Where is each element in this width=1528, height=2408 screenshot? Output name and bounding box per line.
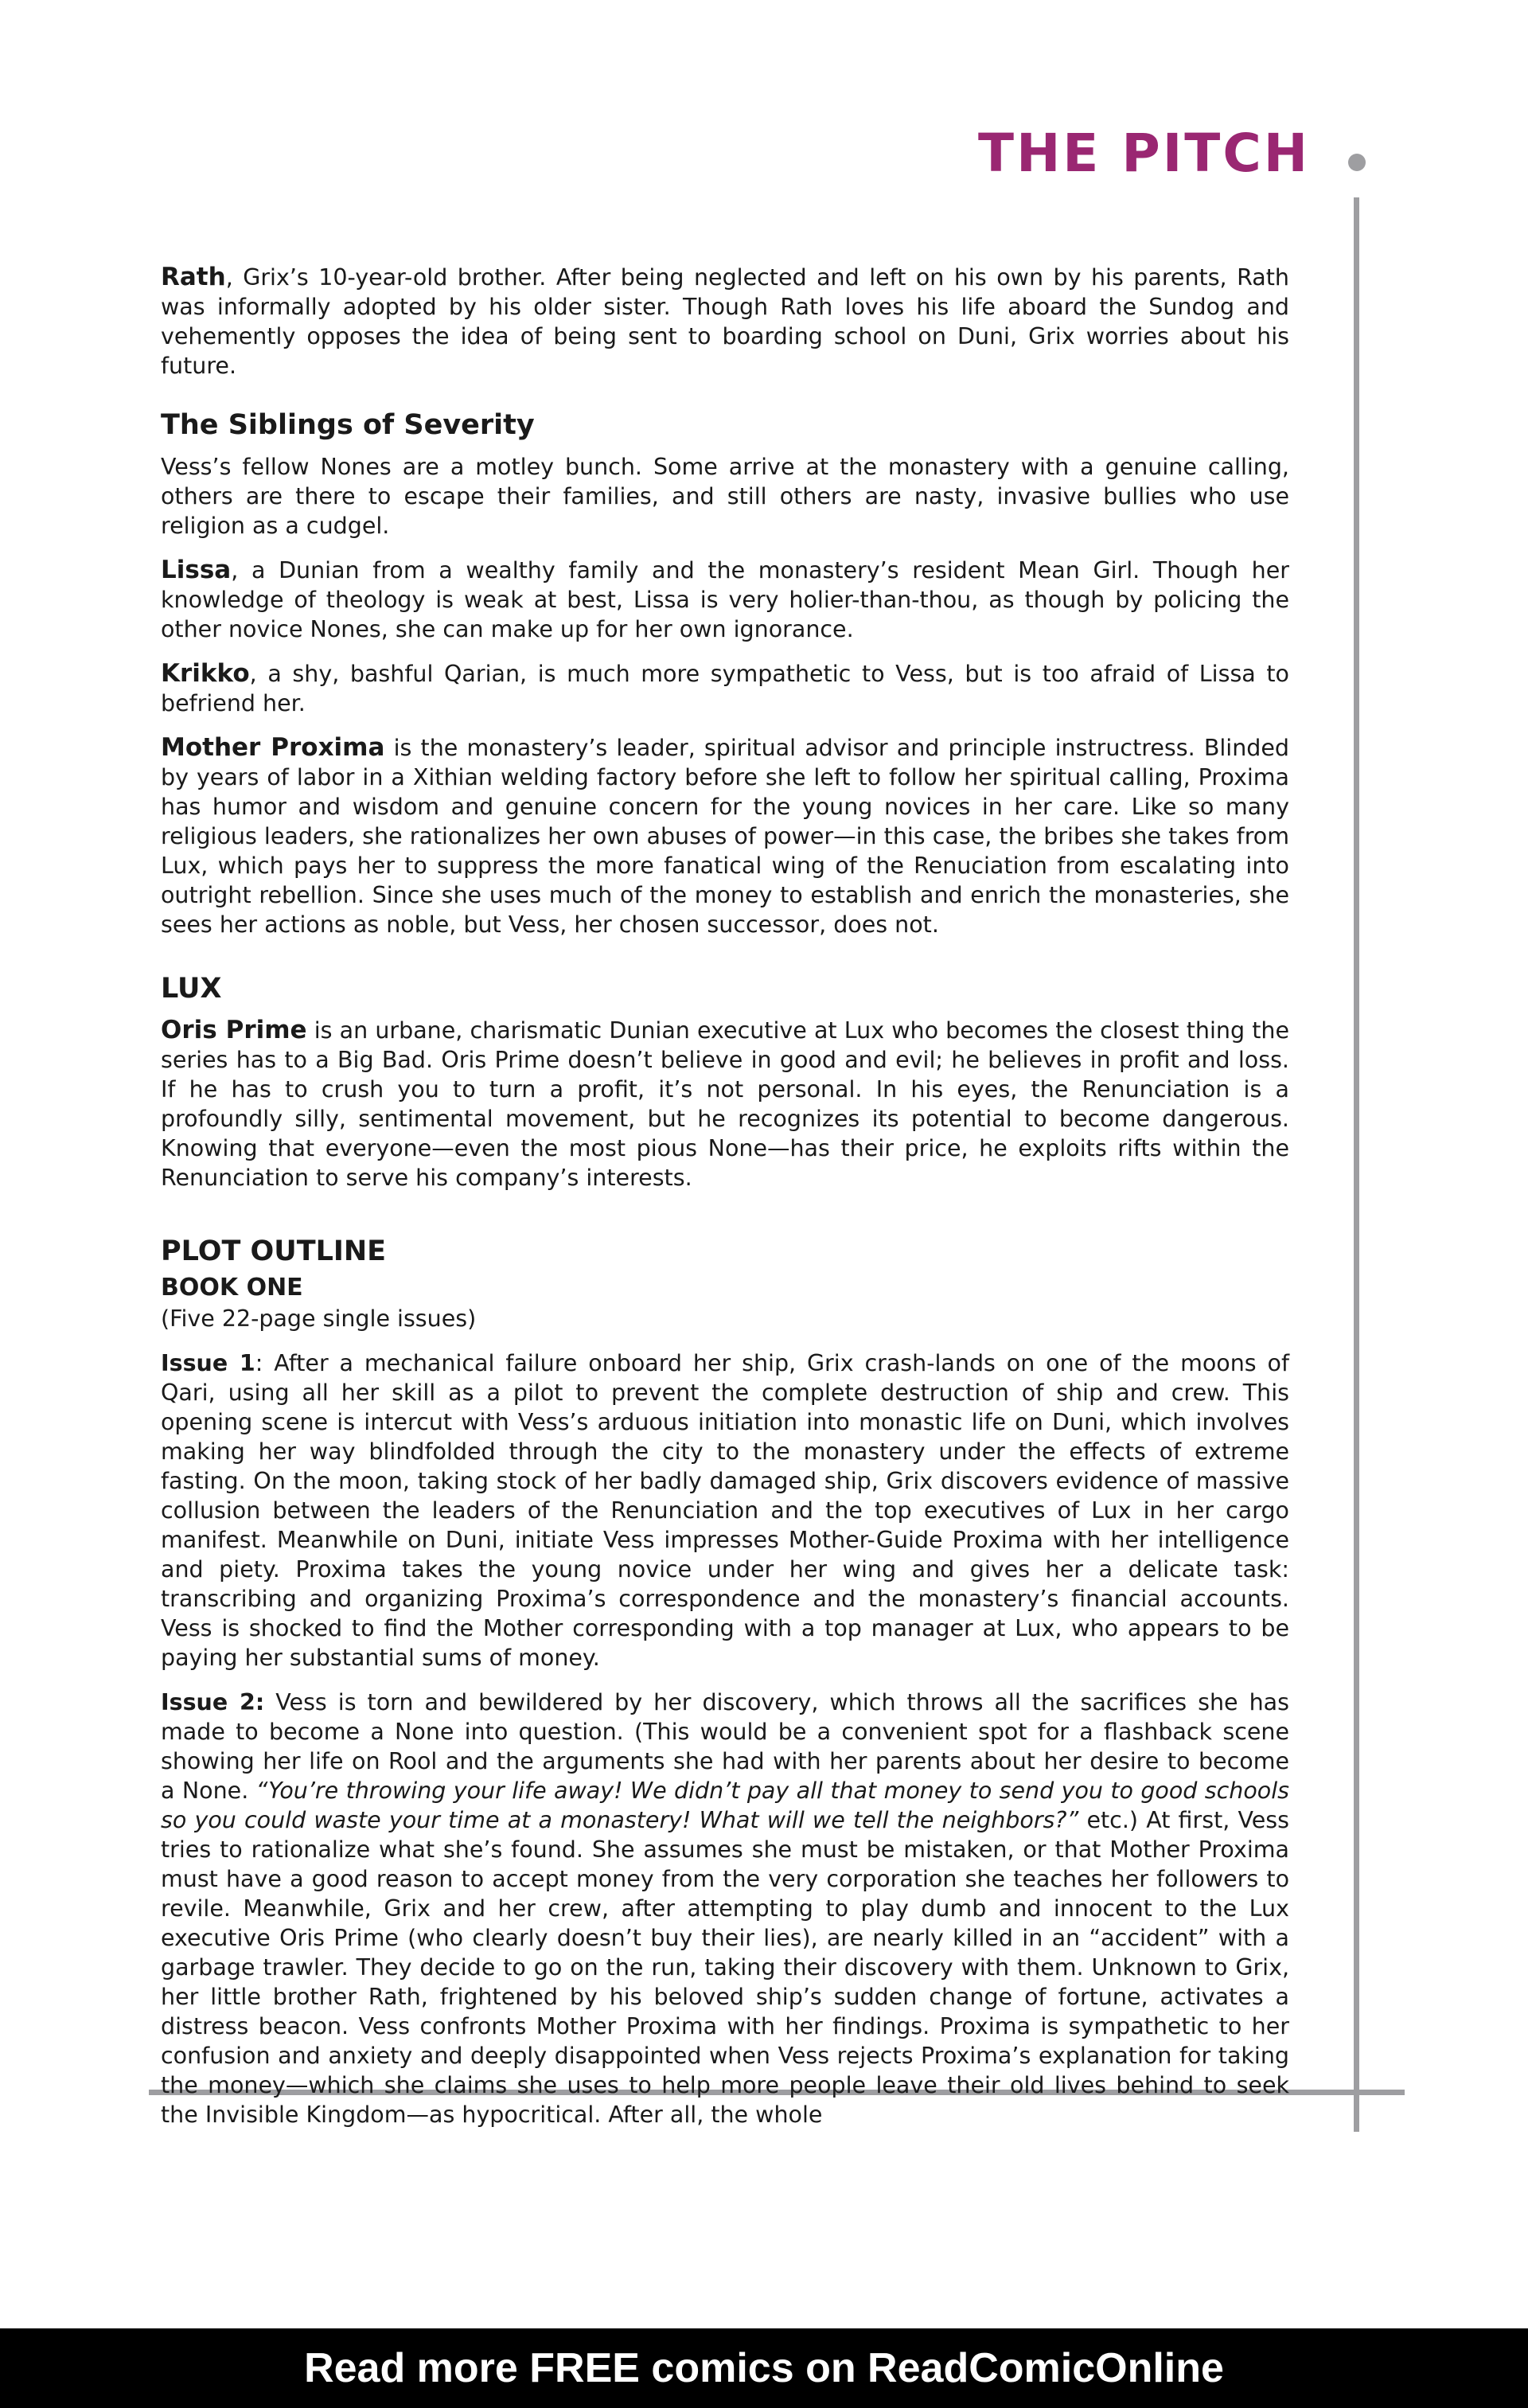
issue-2-paragraph bbox=[161, 1688, 1289, 2129]
issue-2-label: Issue 2: bbox=[161, 1689, 265, 1715]
character-name-oris: Oris Prime bbox=[161, 1016, 307, 1044]
header-dot-ornament bbox=[1348, 154, 1366, 171]
issue-2-text-a: Vess is torn and bewildered by her discovery, which throws all the sacrifices she has made to become a None into question. (This would be a convenient spot for a flashback scene showing her life on Rool and the arguments she had with her parents about her desire to become a None. bbox=[161, 1689, 1289, 1804]
issue-2-text-b: etc.) At first, Vess tries to rationalize what she’s found. She assumes she must be mistaken, or that Mother Proxima must have a good reason to accept money from the very corporation she teaches her followers to revile. Meanwhile, Grix and her crew, after attempting to play dumb and innocent to the Lux executive Oris Prime (who clearly doesn’t buy their lies), are nearly killed in an “accident” with a garbage trawler. They decide to go on the run, taking their discovery with them. Unknown to Grix, her little brother Rath, frightened by his beloved ship’s sudden change of fortune, activates a distress beacon. Vess confronts Mother Proxima with her findings. Proxima is sympathetic to her confusion and anxiety and deeply disappointed when Vess rejects Proxima’s explanation for taking the money—which she claims she uses to help more people leave their old lives behind to seek the Invisible Kingdom—as hypocritical. After all, the whole bbox=[161, 1807, 1290, 2128]
siblings-heading: The Siblings of Severity bbox=[161, 409, 535, 441]
character-name-krikko: Krikko bbox=[161, 659, 250, 688]
lissa-paragraph bbox=[161, 556, 1289, 644]
krikko-description: , a shy, bashful Qarian, is much more sympathetic to Vess, but is too afraid of Lissa to befriend her. bbox=[161, 661, 1289, 716]
issue-2-quote: “You’re throwing your life away! We didn’t pay all that money to send you to good schools so you could waste your time at a monastery! What will we tell the neighbors?” bbox=[161, 1778, 1289, 1833]
issue-1-paragraph bbox=[161, 1348, 1289, 1672]
issue-1-text: : After a mechanical failure onboard her ship, Grix crash-lands on one of the moons of Qari, using all her skill as a pilot to prevent the complete destruction of ship and crew. This opening scene is intercut with Vess’s arduous initiation into monastic life on Duni, which involves making her way blindfolded through the city to the monastery under the effects of extreme fasting. On the moon, taking stock of her badly damaged ship, Grix discovers evidence of massive collusion between the leaders of the Renunciation and the top executives of Lux in her cargo manifest. Meanwhile on Duni, initiate Vess impresses Mother-Guide Proxima with her intelligence and piety. Proxima takes the young novice under her wing and gives her a delicate task: transcribing and organizing Proxima’s correspondence and the monastery’s financial accounts. Vess is shocked to find the Mother corresponding with a top manager at Lux, who appears to be paying her substantial sums of money. bbox=[161, 1350, 1289, 1671]
proxima-description: is the monastery’s leader, spiritual advisor and principle instructress. Blinded by years of labor in a Xithian welding factory before she left to follow her spiritual calling, Proxima has humor and wisdom and genuine concern for the young novices in her care. Like so many religious leaders, she rationalizes her own abuses of power—in this case, the bribes she takes from Lux, which pays her to suppress the more fanatical wing of the Renuciation from escalating into outright rebellion. Since she uses much of the money to establish and enrich the monasteries, she sees her actions as noble, but Vess, her chosen successor, does not. bbox=[161, 735, 1289, 938]
page-title: THE PITCH bbox=[978, 123, 1310, 184]
rath-paragraph bbox=[161, 263, 1289, 381]
issue-1-label: Issue 1 bbox=[161, 1350, 255, 1376]
vertical-rule bbox=[1354, 197, 1359, 2132]
proxima-paragraph bbox=[161, 733, 1289, 939]
lux-heading: LUX bbox=[161, 973, 222, 1005]
rath-description: , Grix’s 10-year-old brother. After being neglected and left on his own by his parents, Rath was informally adopted by his older sister. Though Rath loves his life aboard the Sundog and vehemently opposes the idea of being sent to boarding school on Duni, Grix worries about his future. bbox=[161, 264, 1289, 379]
footer-banner[interactable] bbox=[0, 2328, 1528, 2408]
lissa-description: , a Dunian from a wealthy family and the monastery’s resident Mean Girl. Though her knowledge of theology is weak at best, Lissa is very holier-than-thou, as though by policing the other novice Nones, she can make up for her own ignorance. bbox=[161, 557, 1289, 642]
oris-paragraph bbox=[161, 1016, 1289, 1192]
krikko-paragraph bbox=[161, 659, 1289, 718]
book-format: (Five 22-page single issues) bbox=[161, 1305, 477, 1332]
character-name-lissa: Lissa bbox=[161, 556, 232, 584]
footer-banner-text[interactable]: Read more FREE comics on ReadComicOnline bbox=[304, 2345, 1224, 2391]
character-name-proxima: Mother Proxima bbox=[161, 733, 385, 762]
oris-description: is an urbane, charismatic Dunian executive at Lux who becomes the closest thing the series has to a Big Bad. Oris Prime doesn’t believe in good and evil; he believes in profit and loss. If he has to crush you to turn a profit, it’s not personal. In his eyes, the Renunciation is a profoundly silly, sentimental movement, but he recognizes its potential to become dangerous. Knowing that everyone—even the most pious None—has their price, he exploits rifts within the Renunciation to serve his company’s interests. bbox=[161, 1017, 1289, 1191]
siblings-intro: Vess’s fellow Nones are a motley bunch. Some arrive at the monastery with a genuine calling, others are there to escape their families, and still others are nasty, invasive bullies who use religion as a cudgel. bbox=[161, 454, 1289, 539]
page-body bbox=[161, 263, 1289, 2129]
plot-outline-heading: PLOT OUTLINE bbox=[161, 1235, 387, 1267]
book-heading: BOOK ONE bbox=[161, 1274, 303, 1302]
character-name-rath: Rath bbox=[161, 263, 226, 291]
